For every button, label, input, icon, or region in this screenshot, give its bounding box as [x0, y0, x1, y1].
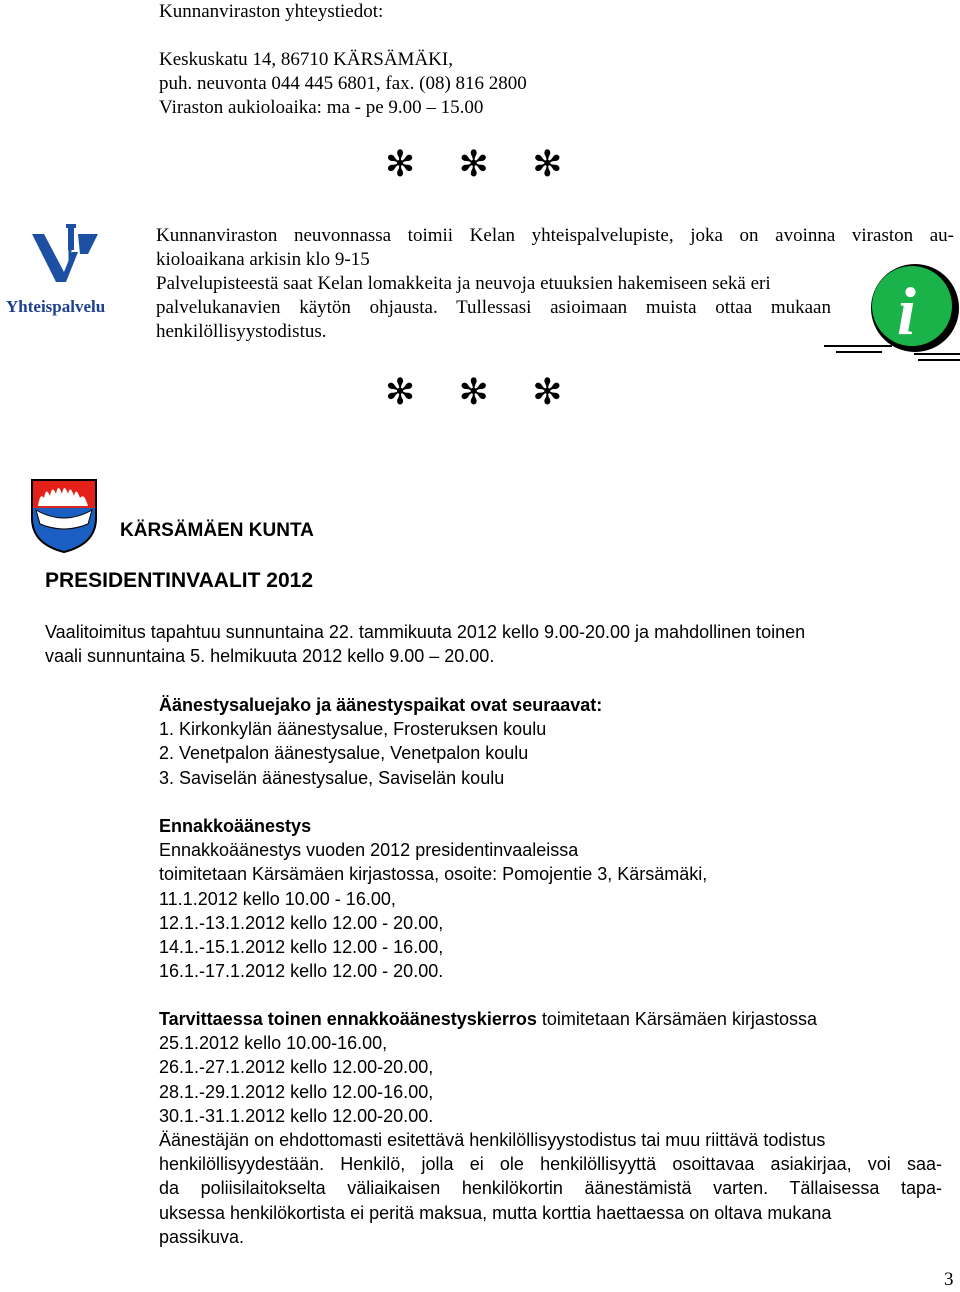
- second-round-block: [159, 1007, 949, 1249]
- district-item: 3. Saviselän äänestysalue, Saviselän koulu: [159, 767, 505, 788]
- election-intro: [45, 620, 805, 668]
- kela-line: palvelukanavien käytön ohjausta. Tullessasi asioimaan muista ottaa mukaan: [156, 297, 831, 318]
- advance-line: 14.1.-15.1.2012 kello 12.00 - 16.00,: [159, 937, 444, 958]
- page-number: 3: [944, 1269, 954, 1290]
- yhteispalvelu-logo: [6, 222, 124, 318]
- election-title: PRESIDENTINVAALIT 2012: [45, 569, 314, 592]
- second-round-line: 25.1.2012 kello 10.00-16.00,: [159, 1033, 388, 1054]
- id-note-line: Äänestäjän on ehdottomasti esitettävä henkilöllisyystodistus tai muu riittävä todistus: [159, 1130, 826, 1151]
- info-icon: [822, 258, 960, 368]
- kela-line: henkilöllisyystodistus.: [156, 321, 327, 342]
- contact-block: [159, 0, 527, 120]
- advance-line: Ennakkoäänestys vuoden 2012 presidentinvaaleissa: [159, 840, 579, 861]
- advance-line: toimitetaan Kärsämäen kirjastossa, osoite: Pomojentie 3, Kärsämäki,: [159, 864, 708, 885]
- id-note-line: passikuva.: [159, 1226, 245, 1247]
- second-round-line: 28.1.-29.1.2012 kello 12.00-16.00,: [159, 1081, 434, 1102]
- id-note-line: da poliisilaitokselta väliaikaisen henkilökortin äänestämistä varten. Tällaisessa tapa-: [159, 1178, 942, 1199]
- intro-line: vaali sunnuntaina 5. helmikuuta 2012 kello 9.00 – 20.00.: [45, 646, 495, 667]
- second-round-rest: toimitetaan Kärsämäen kirjastossa: [536, 1009, 817, 1029]
- separator-stars: ✻ ✻ ✻: [385, 144, 579, 185]
- advance-line: 16.1.-17.1.2012 kello 12.00 - 20.00.: [159, 961, 444, 982]
- districts-heading: Äänestysaluejako ja äänestyspaikat ovat seuraavat:: [159, 695, 603, 715]
- advance-heading: Ennakkoäänestys: [159, 816, 312, 836]
- coat-of-arms-icon: [30, 478, 98, 554]
- intro-line: Vaalitoimitus tapahtuu sunnuntaina 22. tammikuuta 2012 kello 9.00-20.00 ja mahdollinen toinen: [45, 622, 806, 642]
- contact-heading: Kunnanviraston yhteystiedot:: [159, 1, 384, 22]
- district-item: 1. Kirkonkylän äänestysalue, Frosteruksen koulu: [159, 719, 547, 740]
- id-note-line: henkilöllisyydestään. Henkilö, jolla ei ole henkilöllisyyttä osoittavaa asiakirjaa, voi saa-: [159, 1154, 942, 1175]
- yhteispalvelu-label: Yhteispalvelu: [6, 297, 106, 316]
- kela-line: Palvelupisteestä saat Kelan lomakkeita ja neuvoja etuuksien hakemiseen sekä eri: [156, 273, 771, 294]
- svg-text:i: i: [897, 273, 916, 349]
- districts-block: [159, 693, 602, 790]
- advance-line: 11.1.2012 kello 10.00 - 16.00,: [159, 888, 396, 909]
- second-round-line: 26.1.-27.1.2012 kello 12.00-20.00,: [159, 1057, 434, 1078]
- yhteispalvelu-logo-icon: [6, 222, 124, 292]
- kela-line: kioloaikana arkisin klo 9-15: [156, 249, 370, 270]
- contact-address: Keskuskatu 14, 86710 KÄRSÄMÄKI,: [159, 49, 453, 70]
- advance-line: 12.1.-13.1.2012 kello 12.00 - 20.00,: [159, 912, 444, 933]
- municipality-name: KÄRSÄMÄEN KUNTA: [120, 520, 314, 541]
- district-item: 2. Venetpalon äänestysalue, Venetpalon koulu: [159, 743, 529, 764]
- kela-line: Kunnanviraston neuvonnassa toimii Kelan yhteispalvelupiste, joka on avoinna viraston au-: [156, 225, 954, 246]
- second-round-heading: Tarvittaessa toinen ennakkoäänestyskierros: [159, 1009, 537, 1029]
- advance-block: [159, 814, 707, 983]
- separator-stars: ✻ ✻ ✻: [385, 372, 579, 413]
- second-round-line: 30.1.-31.1.2012 kello 12.00-20.00.: [159, 1105, 434, 1126]
- contact-phone: puh. neuvonta 044 445 6801, fax. (08) 816 2800: [159, 73, 527, 94]
- contact-hours: Viraston aukioloaika: ma - pe 9.00 – 15.00: [159, 97, 484, 118]
- id-note-line: uksessa henkilökortista ei peritä maksua, mutta korttia haettaessa on oltava mukana: [159, 1202, 832, 1223]
